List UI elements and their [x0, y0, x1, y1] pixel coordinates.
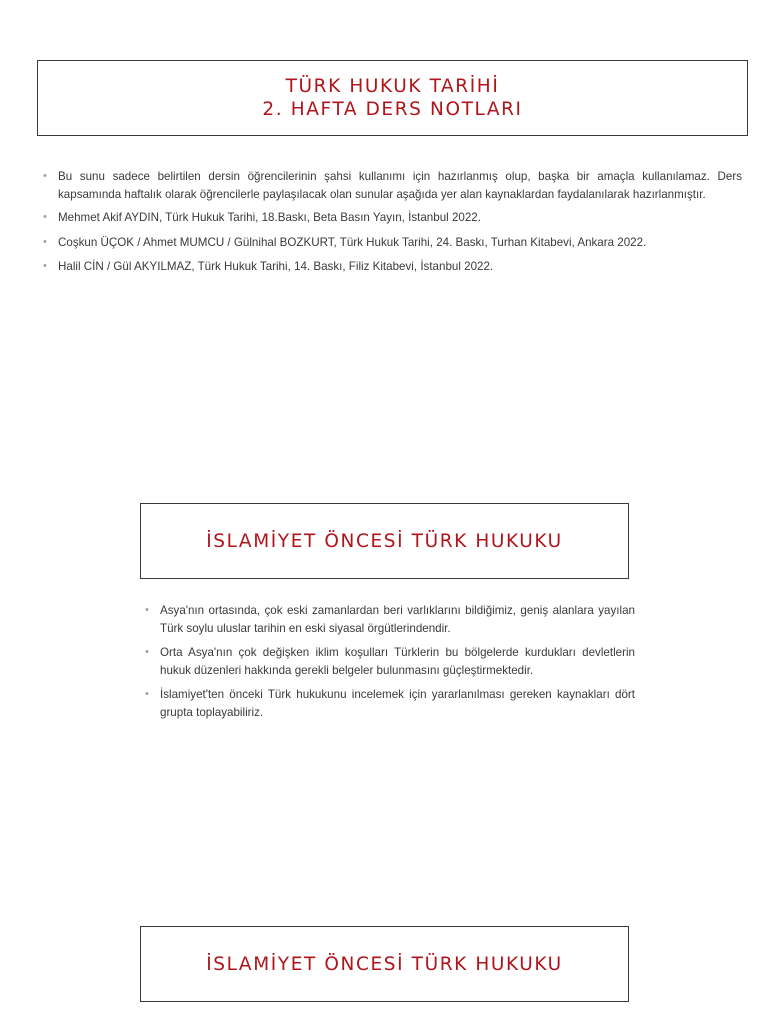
slide1-bullet-text: Mehmet Akif AYDIN, Türk Hukuk Tarihi, 18.Baskı, Beta Basın Yayın, İstanbul 2022.: [58, 211, 481, 224]
bullet-icon: •: [43, 260, 47, 272]
bullet-icon: •: [145, 646, 149, 658]
slide1-title-line2: 2. HAFTA DERS NOTLARI: [262, 99, 523, 120]
slide2-bullet-text: İslamiyet'ten önceki Türk hukukunu incelemek için yararlanılması gereken kaynakları dört grupta toplayabiliriz.: [160, 688, 635, 719]
slide1-bullet-item: [40, 168, 742, 203]
bullet-icon: •: [43, 211, 47, 223]
slide2-title-box: [140, 503, 629, 579]
slide2-title: İSLAMİYET ÖNCESİ TÜRK HUKUKU: [206, 530, 563, 552]
slide2-bullet-list: [142, 602, 635, 721]
slide2-bullet-item: [142, 686, 635, 721]
slide2-bullet-item: [142, 644, 635, 679]
slide2-bullet-text: Asya'nın ortasında, çok eski zamanlardan beri varlıklarını bildiğimiz, geniş alanlara yayılan Türk soylu uluslar tarihin en eski siyasal örgütlerindendir.: [160, 604, 635, 635]
bullet-icon: •: [145, 688, 149, 700]
slide1-bullet-list: [40, 168, 742, 276]
bullet-icon: •: [145, 604, 149, 616]
slide3-title-box: [140, 926, 629, 1002]
slide1-bullet-item: [40, 258, 742, 276]
slide1-bullet-text: Halil CİN / Gül AKYILMAZ, Türk Hukuk Tarihi, 14. Baskı, Filiz Kitabevi, İstanbul 2022.: [58, 260, 494, 273]
bullet-icon: •: [43, 170, 47, 182]
bullet-icon: •: [43, 235, 47, 248]
slide1-bullet-text: Bu sunu sadece belirtilen dersin öğrencilerinin şahsi kullanımı için hazırlanmış olup, başka bir amaçla kullanılamaz. Ders kapsamında haftalık olarak öğrencilerle paylaşılacak olan sunular aşağıda yer alan kaynaklardan faydalanılarak hazırlanmıştır.: [58, 170, 742, 201]
slide1-title-line1: TÜRK HUKUK TARİHİ: [285, 76, 500, 97]
slide1-bullet-text: Coşkun ÜÇOK / Ahmet MUMCU / Gülnihal BOZKURT, Türk Hukuk Tarihi, 24. Baskı, Turhan Kitabevi, Ankara 2022.: [58, 235, 647, 249]
slide2-bullet-text: Orta Asya'nın çok değişken iklim koşulları Türklerin bu bölgelerde kurdukları devletlerin hukuk düzenleri hakkında gerekli belgeler bulunmasını güçleştirmektedir.: [160, 646, 635, 677]
slide1-bullet-item: [40, 209, 742, 227]
slide1-bullet-item: [40, 234, 742, 252]
slide3-title: İSLAMİYET ÖNCESİ TÜRK HUKUKU: [206, 953, 563, 975]
slide1-title-box: [37, 60, 748, 136]
slide2-bullet-item: [142, 602, 635, 637]
